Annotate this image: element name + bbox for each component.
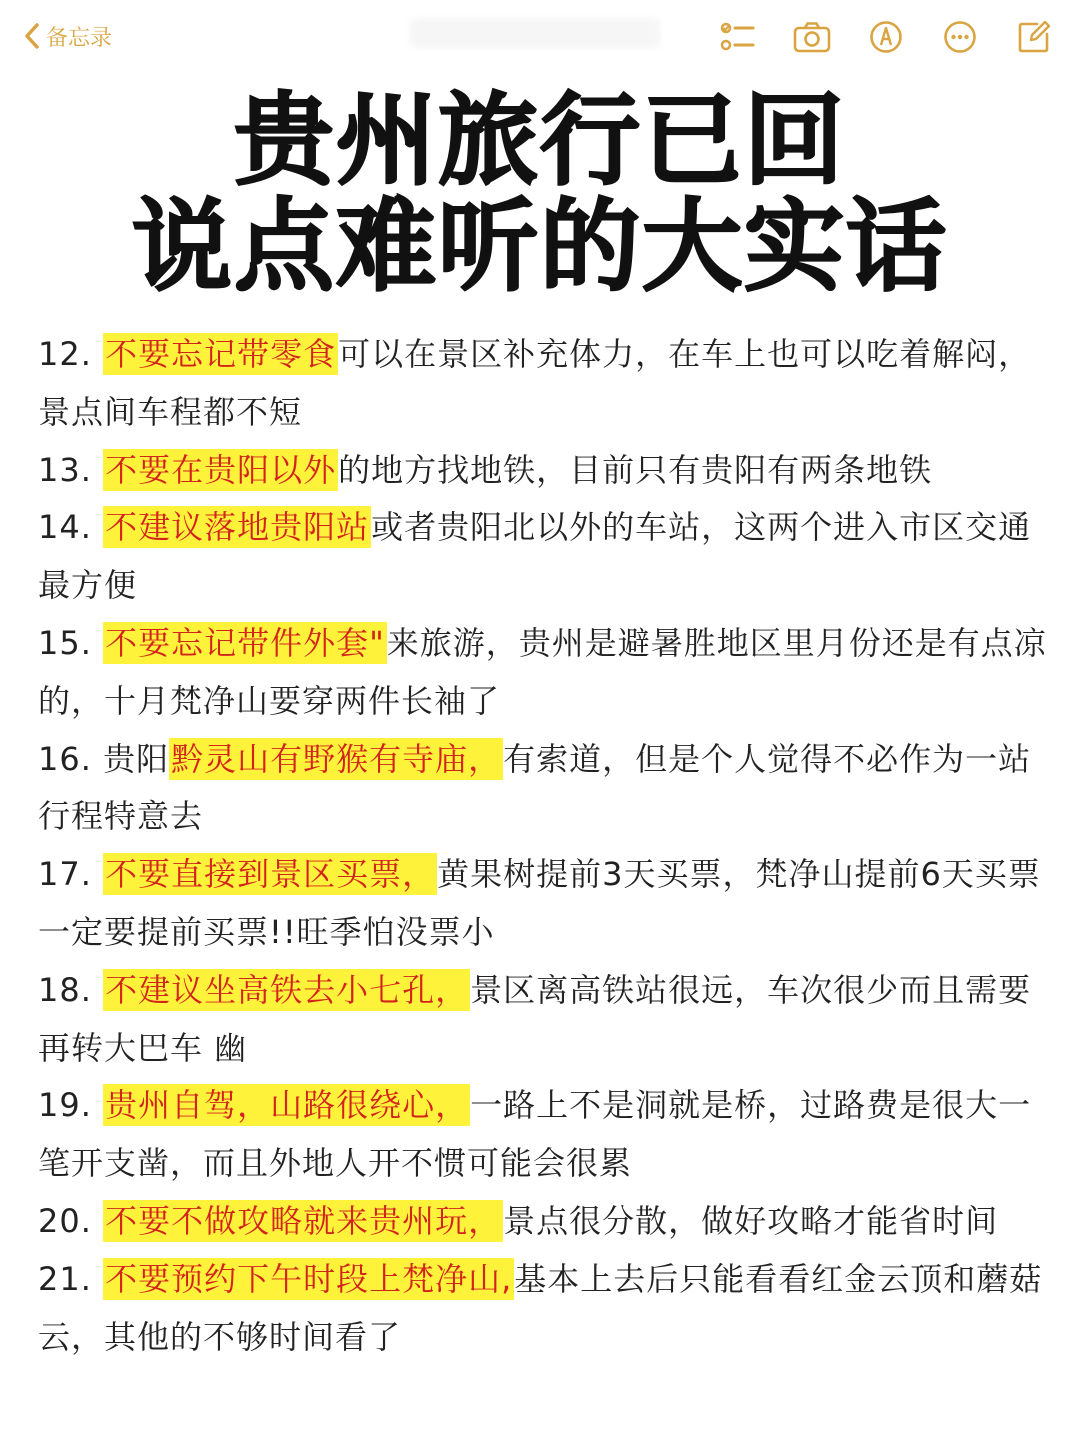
item-highlight: 黔灵山有野猴有寺庙，	[171, 739, 502, 778]
item-text: 的地方找地铁，目前只有贵阳有两条地铁	[338, 450, 933, 489]
list-item	[38, 1077, 1050, 1193]
item-number: 21.	[38, 1259, 104, 1298]
checklist-icon	[720, 20, 756, 54]
item-text: 景区离高铁站很远，车次很少而且需要再转大巴车 幽	[38, 970, 1032, 1067]
item-text: 来旅游，贵州是避暑胜地区里月份还是有点凉的，十月梵净山要穿两件长袖了	[38, 623, 1047, 720]
item-highlight: 不要忘记带件外套"	[105, 623, 385, 662]
checklist-button[interactable]	[716, 16, 760, 58]
item-number: 19.	[38, 1086, 104, 1125]
item-text: 可以在景区补充体力，在车上也可以吃着解闷，景点间车程都不短	[38, 335, 1032, 431]
item-number: 20.	[38, 1201, 104, 1240]
item-highlight: 不要忘记带零食	[105, 335, 337, 373]
item-text: 景点很分散，做好攻略才能省时间	[503, 1201, 999, 1240]
chevron-left-icon	[22, 21, 42, 51]
item-highlight: 不建议坐高铁去小七孔，	[105, 970, 469, 1009]
item-highlight: 不建议落地贵阳站	[105, 508, 370, 547]
item-text: 一路上不是洞就是桥，过路费是很大一笔开支凿，而且外地人开不惯可能会很累	[38, 1086, 1032, 1183]
list-item	[38, 615, 1050, 731]
item-number: 18.	[38, 970, 104, 1009]
list-item	[38, 846, 1050, 962]
blurred-header	[410, 18, 660, 48]
item-text: 基本上去后只能看看红金云顶和蘑菇云，其他的不够时间看了	[38, 1259, 1043, 1356]
list-item	[38, 1193, 1050, 1251]
item-text: 黄果树提前3天买票，梵净山提前6天买票一定要提前买票!!旺季怕没票小	[38, 855, 1041, 951]
more-icon	[943, 20, 977, 54]
top-navigation-bar	[0, 0, 1080, 78]
list-item	[38, 326, 1050, 442]
item-number: 12.	[38, 335, 104, 373]
item-number: 15.	[38, 623, 104, 662]
item-highlight: 不要直接到景区买票，	[105, 855, 436, 894]
markup-icon	[869, 20, 903, 54]
list-item	[38, 499, 1050, 615]
more-button[interactable]	[938, 16, 982, 58]
item-text: 有索道，但是个人觉得不必作为一站行程特意去	[38, 739, 1032, 836]
markup-button[interactable]	[864, 16, 908, 58]
camera-button[interactable]	[790, 16, 834, 58]
item-highlight: 不要不做攻略就来贵州玩，	[105, 1201, 502, 1240]
item-highlight: 贵州自驾，山路很绕心，	[105, 1086, 469, 1125]
camera-icon	[793, 21, 831, 53]
item-text: 或者贵阳北以外的车站，这两个进入市区交通最方便	[38, 508, 1032, 605]
toolbar	[716, 16, 1056, 58]
title-line-2: 说点难听的大实话	[132, 188, 948, 305]
item-prefix: 贵阳	[103, 739, 170, 778]
list-item	[38, 731, 1050, 847]
note-title	[0, 82, 1080, 305]
back-button[interactable]	[22, 18, 112, 54]
item-highlight: 不要在贵阳以外	[105, 450, 337, 489]
compose-icon	[1017, 20, 1051, 54]
item-highlight: 不要预约下午时段上梵净山,	[105, 1259, 513, 1298]
note-body[interactable]	[38, 326, 1050, 1366]
item-number: 13.	[38, 450, 104, 489]
compose-button[interactable]	[1012, 16, 1056, 58]
list-item	[38, 1251, 1050, 1367]
list-item	[38, 442, 1050, 500]
item-number: 17.	[38, 855, 104, 894]
title-line-1: 贵州旅行已回	[234, 82, 846, 199]
list-item	[38, 962, 1050, 1078]
item-number: 16.	[38, 739, 104, 778]
back-label: 备忘录	[46, 25, 113, 51]
item-number: 14.	[38, 508, 104, 547]
